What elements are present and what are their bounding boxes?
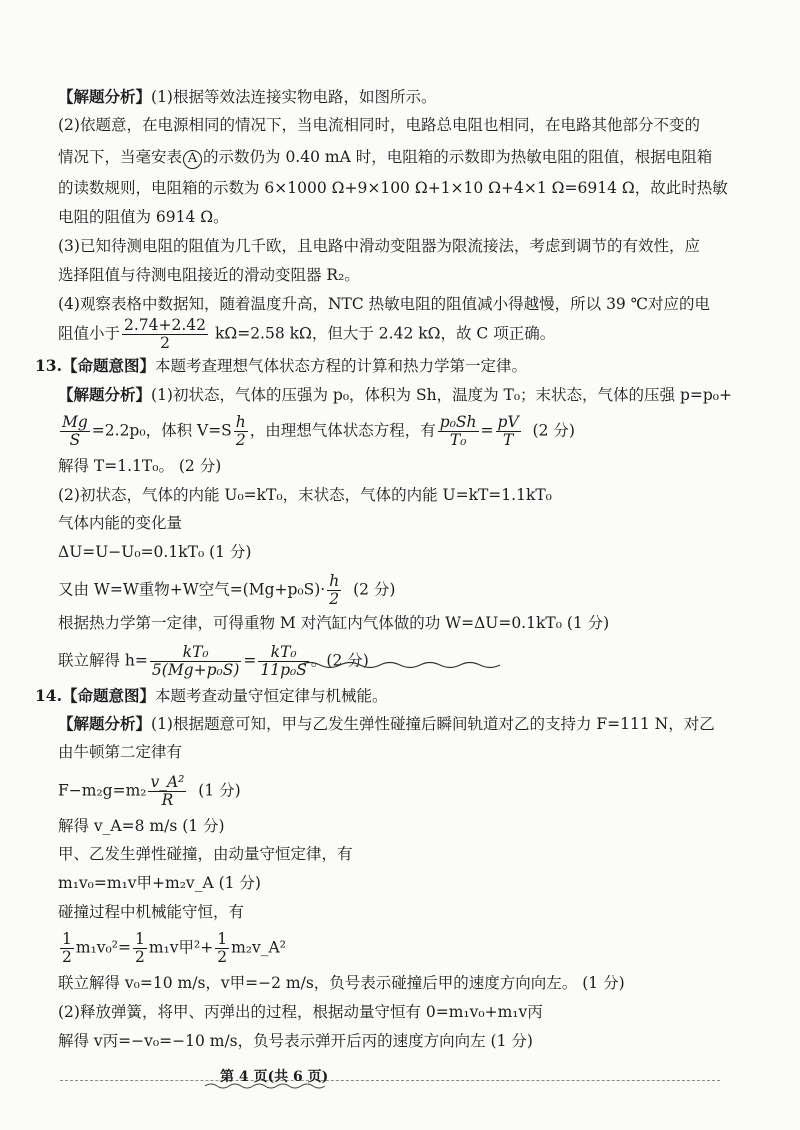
frac-den: T₀ [449,431,467,450]
sec12-p2b [58,146,712,169]
sec14-l3 [58,774,241,809]
frac-den: 11p₀S [260,661,307,680]
intent-label: 【命题意图】 [61,686,155,705]
sec12-analysis-line1 [58,86,436,108]
sec13-l4: (2)初状态，气体的内能 U₀=kT₀，末状态，气体的内能 U=kT=1.1kT₀ [58,486,552,504]
score: (1 分) [198,781,241,800]
frac-den: R [161,791,174,810]
sec13-l7-a: 又由 W=W重物+W空气=(Mg+p₀S)· [58,580,326,599]
sec12-p3b: 选择阻值与待测电阻接近的滑动变阻器 R₂。 [58,266,360,284]
sec13-l3: 解得 T=1.1T₀。 (2 分) [58,457,222,475]
sec13-l2-a: =2.2p₀，体积 V=S [91,421,232,440]
sec14-l4: 解得 v_A=8 m/s (1 分) [58,817,225,835]
sec14-l11: 解得 v丙=−v₀=−10 m/s，负号表示弹开后丙的速度方向向左 (1 分) [58,1032,533,1050]
sec14-intent: 本题考查动量守恒定律与机械能。 [154,687,388,705]
frac-den: 2 [134,948,145,967]
frac-den: 5(Mg+p₀S) [151,661,240,680]
sec14-l3-a: F−m₂g=m₂ [58,781,147,800]
question-number: 13. [35,356,62,375]
analysis-label: 【解题分析】 [58,385,152,404]
sec13-l9-a: 联立解得 h= [58,651,148,670]
sec13-l6: ΔU=U−U₀=0.1kT₀ (1 分) [58,543,252,561]
sec14-l8-b: m₁v甲²+ [148,938,214,957]
frac-num: p₀Sh [439,413,477,431]
sec14-heading [35,685,388,707]
footer-wave [205,1082,335,1090]
sec13-l5: 气体内能的变化量 [58,514,183,532]
fraction [148,774,186,809]
sec14-l8-c: m₂v_A² [231,938,286,957]
frac-num: h [235,413,246,431]
equals: = [480,421,494,440]
ammeter-symbol: A [183,150,202,169]
sec14-l10: (2)释放弹簧，将甲、丙弹出的过程，根据动量守恒有 0=m₁v₀+m₁v丙 [58,1003,543,1021]
sec12-p2a: (2)依题意，在电源相同的情况下，当电流相同时，电路总电阻也相同，在电路其他部分不变的 [58,116,700,134]
sec13-l1-text: (1)初状态，气体的压强为 p₀，体积为 Sh，温度为 T₀；末状态，气体的压强 p=p₀+ [151,386,733,404]
score: (2 分) [532,421,575,440]
sec14-l5: 甲、乙发生弹性碰撞，由动量守恒定律，有 [58,845,353,863]
sec14-l7: 碰撞过程中机械能守恒，有 [58,903,245,921]
sec12-p2d: 电阻的阻值为 6914 Ω。 [58,208,229,226]
sec12-p4b [58,317,555,352]
sec13-l2 [58,414,575,449]
footer-divider [60,1080,720,1081]
fraction [60,414,90,449]
fraction [327,573,341,608]
sec14-l2: 由牛顿第二定律有 [58,743,183,761]
intent-label: 【命题意图】 [61,356,155,375]
frac-den: 2 [217,948,228,967]
frac-num: kT₀ [150,644,242,662]
sec12-p2c: 的读数规则，电阻箱的示数为 6×1000 Ω+9×100 Ω+1×10 Ω+4×1 Ω=6914 Ω，故此时热敏 [58,179,728,197]
sec14-l8-a: m₁v₀²= [75,938,131,957]
frac-den: S [69,431,81,450]
question-number: 14. [35,686,62,705]
frac-den: 2 [160,334,170,353]
fraction [60,931,74,966]
analysis-label: 【解题分析】 [58,87,152,106]
sec12-p2b-post: 的示数仍为 0.40 mA 时，电阻箱的示数即为热敏电阻的阻值，根据电阻箱 [203,148,713,166]
frac-den: 2 [329,590,340,609]
sec13-intent: 本题考查理想气体状态方程的计算和热力学第一定律。 [154,357,527,375]
frac-num: Mg [62,413,88,431]
frac-num: pV [497,413,519,431]
fraction [234,414,248,449]
sec12-p2b-pre: 情况下，当毫安表 [58,148,183,166]
frac-den: 2 [235,431,246,450]
frac-num: kT₀ [258,644,308,662]
sec12-p4b-pre: 阻值小于 [58,324,121,343]
handwritten-underline [300,660,510,670]
score: 。(2 分) [310,651,369,670]
fraction [496,414,521,449]
sec13-l8: 根据热力学第一定律，可得重物 M 对汽缸内气体做的功 W=ΔU=0.1kT₀ (1 分) [58,614,610,632]
frac-num: h [329,572,340,590]
page-number: 第 4 页(共 6 页) [220,1069,329,1085]
frac-num: 1 [62,930,72,948]
sec14-l6: m₁v₀=m₁v甲+m₂v_A (1 分) [58,874,261,892]
fraction [133,931,147,966]
sec12-p4a: (4)观察表格中数据知，随着温度升高，NTC 热敏电阻的阻值减小得越慢，所以 39 ℃对应的电 [58,295,711,313]
sec14-l1-text: (1)根据题意可知，甲与乙发生弹性碰撞后瞬间轨道对乙的支持力 F=111 N，对乙 [151,715,715,733]
sec14-l8 [58,931,286,966]
fraction [150,644,242,679]
frac-num: 2.74+2.42 [124,316,207,334]
sec13-l2-b: ，由理想气体状态方程，有 [249,421,436,440]
sec12-p1: (1)根据等效法连接实物电路，如图所示。 [151,88,437,106]
frac-den: T [502,431,514,450]
frac-num: 1 [134,930,145,948]
fraction [438,414,479,449]
sec14-l1 [58,713,715,735]
sec13-l1 [58,384,732,406]
sec13-l7 [58,573,395,608]
score: (2 分) [353,580,396,599]
frac-num: 1 [217,930,228,948]
fraction [215,931,229,966]
sec14-l9: 联立解得 v₀=10 m/s，v甲=−2 m/s，负号表示碰撞后甲的速度方向向左。 (1 分) [58,974,625,992]
sec12-p3a: (3)已知待测电阻的阻值为几千欧，且电路中滑动变阻器为限流接法，考虑到调节的有效性，应 [58,237,700,255]
equals: = [243,651,257,670]
fraction [122,317,208,352]
frac-den: 2 [62,948,72,967]
analysis-label: 【解题分析】 [58,714,152,733]
sec12-p4b-post: kΩ=2.58 kΩ，但大于 2.42 kΩ，故 C 项正确。 [210,324,556,343]
sec13-heading [35,355,527,377]
frac-num: v_A² [150,773,185,791]
